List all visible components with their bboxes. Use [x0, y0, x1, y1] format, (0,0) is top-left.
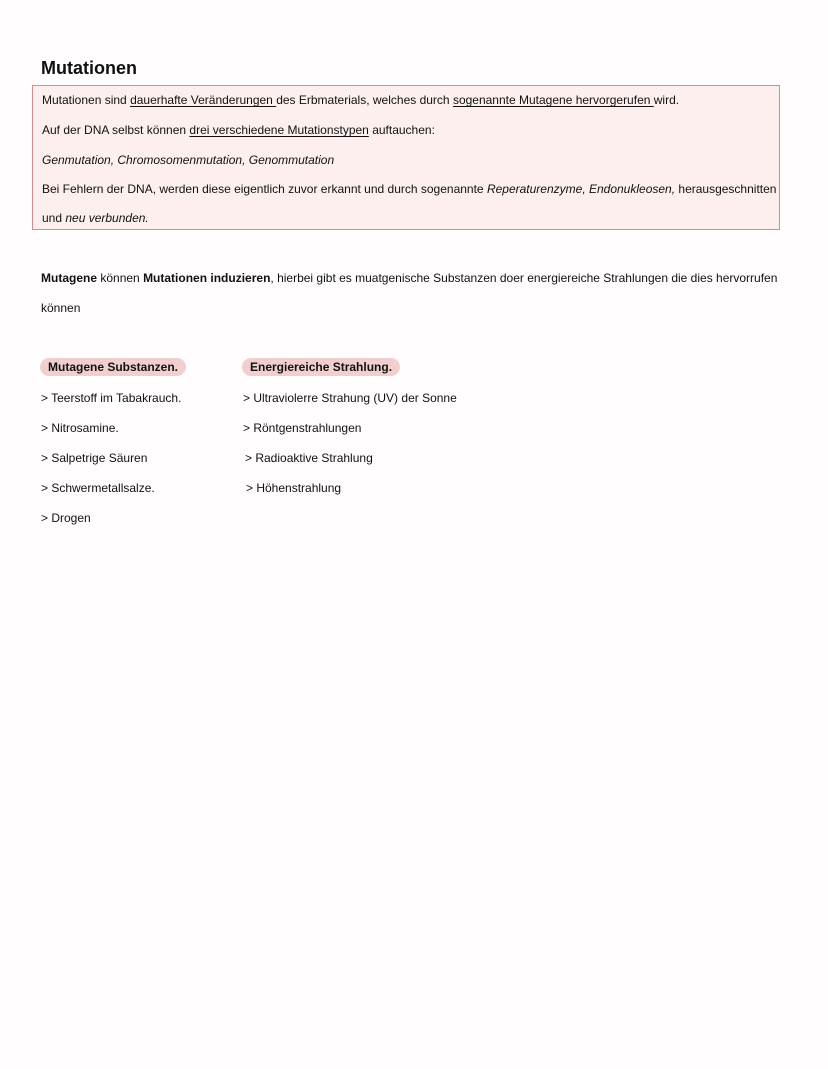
list-item: > Nitrosamine.: [41, 421, 119, 435]
definition-box: [32, 85, 780, 230]
list-item: > Drogen: [41, 511, 91, 525]
heading-energiereiche-strahlung: Energiereiche Strahlung.: [242, 358, 400, 376]
box-text: wird.: [653, 93, 680, 107]
paragraph-text: , hierbei gibt es muatgenische Substanzen doer energiereiche Strahlungen die dies hervorrufen: [270, 271, 778, 285]
list-item: > Salpetrige Säuren: [41, 451, 148, 465]
box-text: Bei Fehlern der DNA, werden diese eigentlich zuvor erkannt und durch sogenannte: [42, 182, 487, 196]
paragraph-line-2: können: [41, 301, 81, 315]
bold-text: Mutationen induzieren: [143, 271, 271, 285]
heading-mutagene-substanzen: Mutagene Substanzen.: [40, 358, 186, 376]
list-item: > Höhenstrahlung: [246, 481, 342, 495]
box-text: Mutationen sind: [42, 93, 131, 107]
paragraph-line-1: [41, 270, 777, 286]
box-text: Auf der DNA selbst können: [42, 123, 190, 137]
paragraph-text: können: [97, 271, 144, 285]
box-line-3: Genmutation, Chromosomenmutation, Genommutation: [42, 153, 335, 167]
box-line-4: [42, 181, 776, 197]
box-text: und: [42, 211, 66, 225]
box-line-2: [42, 122, 435, 138]
bold-text: Mutagene: [41, 271, 98, 285]
list-item: > Röntgenstrahlungen: [243, 421, 362, 435]
box-text: herausgeschnitten: [675, 182, 777, 196]
list-item: > Radioaktive Strahlung: [245, 451, 373, 465]
box-line-5: [42, 210, 149, 226]
underlined-text: dauerhafte Veränderungen: [130, 93, 277, 107]
list-item: > Schwermetallsalze.: [41, 481, 155, 495]
box-text: auftauchen:: [368, 123, 435, 137]
box-text: des Erbmaterials, welches durch: [276, 93, 453, 107]
box-line-1: [42, 92, 679, 108]
underlined-text: sogenannte Mutagene hervorgerufen: [452, 93, 654, 107]
list-item: > Teerstoff im Tabakrauch.: [41, 391, 182, 405]
italic-text: Reperaturenzyme, Endonukleosen,: [486, 182, 676, 196]
list-item: > Ultraviolerre Strahung (UV) der Sonne: [243, 391, 457, 405]
page-title: Mutationen: [41, 58, 137, 78]
italic-text: neu verbunden.: [65, 211, 149, 225]
underlined-text: drei verschiedene Mutationstypen: [189, 123, 369, 137]
